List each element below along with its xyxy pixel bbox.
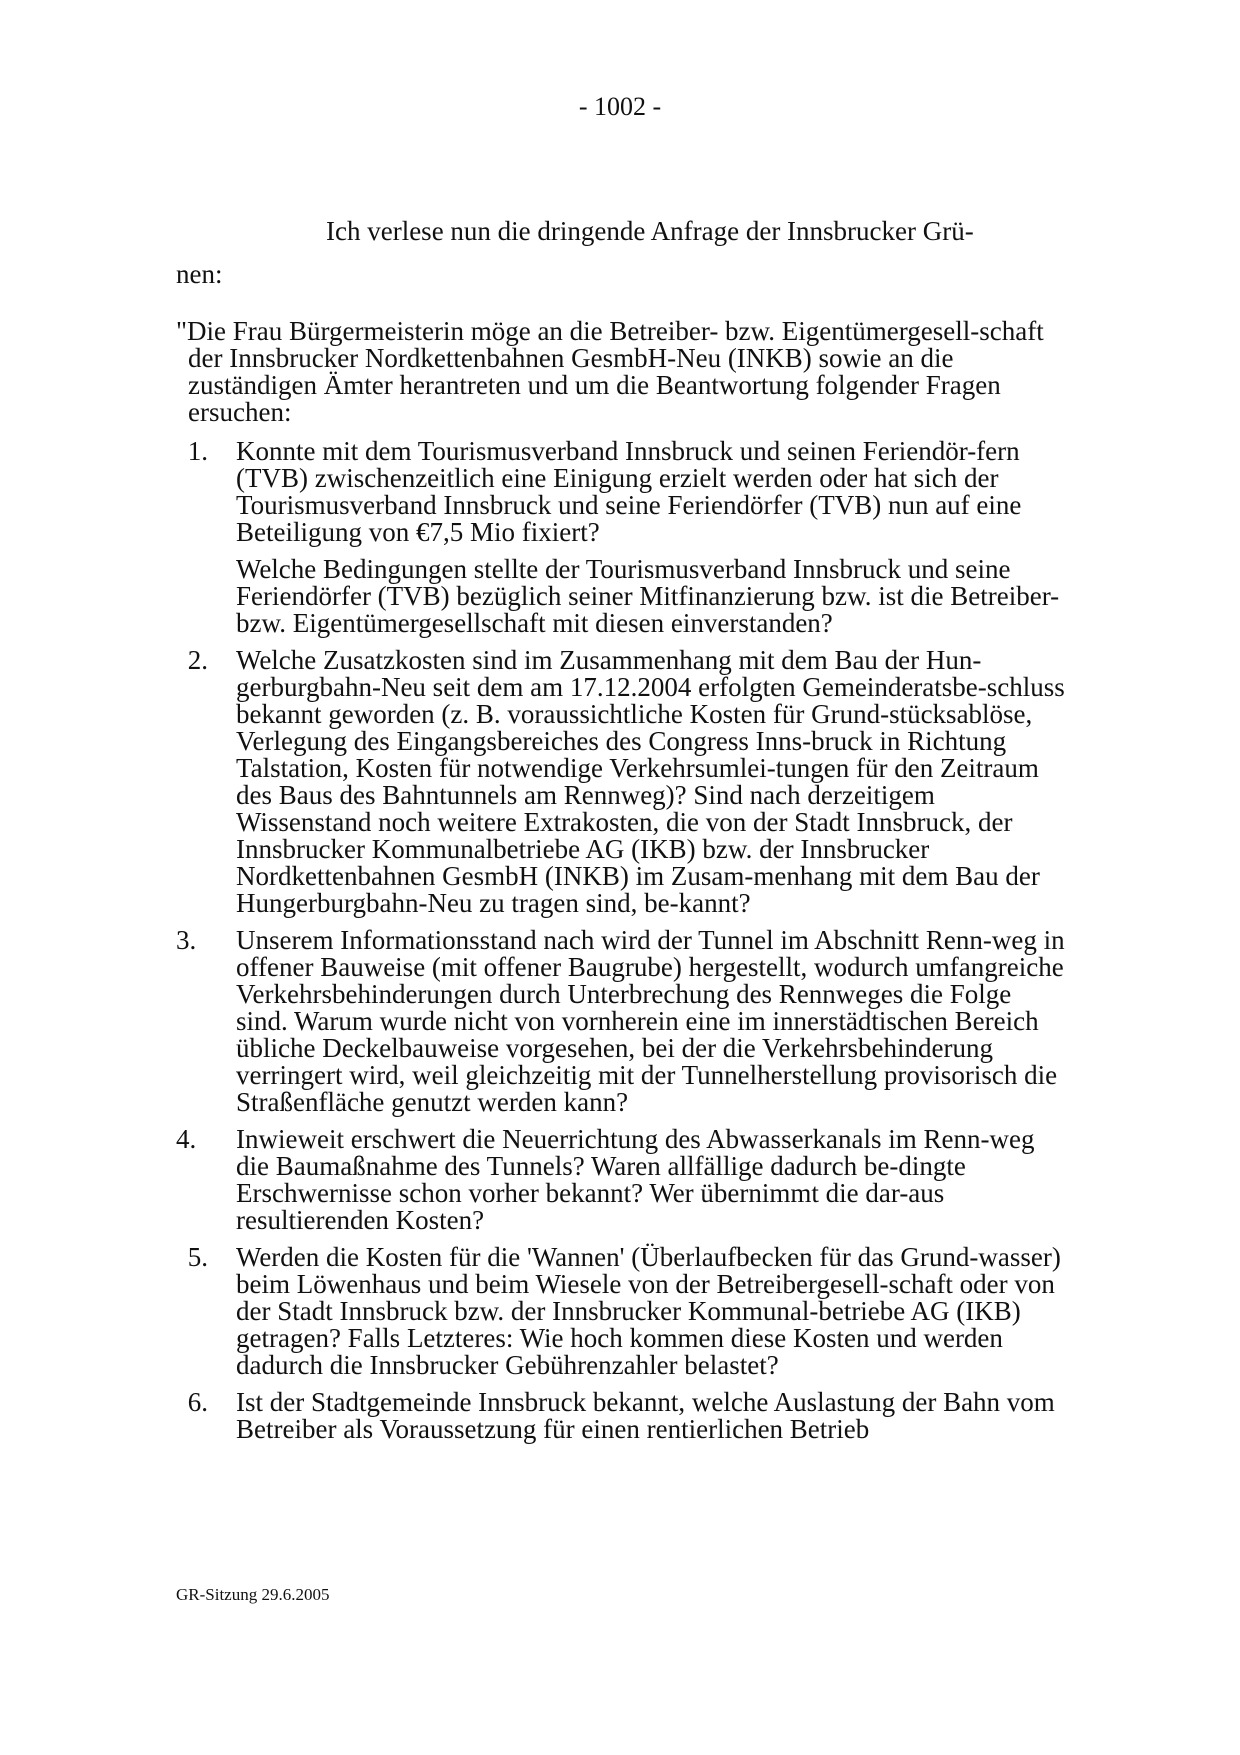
question-4 [176,1126,1066,1234]
question-text-continued: Welche Bedingungen stellte der Tourismusverband Innsbruck und seine Feriendörfer (TVB) bezüglich seiner Mitfinanzierung bzw. ist die Betreiber- bzw. Eigentümergesellschaft mit diesen einverstanden? [236,554,1060,638]
question-text: Konnte mit dem Tourismusverband Innsbruck und seinen Feriendör-fern (TVB) zwischenzeitlich eine Einigung erzielt werden oder hat sich der Tourismusverband Innsbruck und seine Feriendörfer (TVB) nun auf eine Beteiligung von €7,5 Mio fixiert? [236,436,1022,547]
question-number: 4. [176,1124,197,1154]
question-number: 6. [187,1387,208,1417]
question-number: 1. [187,436,208,466]
page-number: - 1002 - [578,92,662,121]
footer-session-date: GR-Sitzung 29.6.2005 [176,1585,330,1604]
question-text: Inwieweit erschwert die Neuerrichtung des Abwasserkanals im Renn-weg die Baumaßnahme des Tunnels? Waren allfällige dadurch be-dingte Erschwernisse schon vorher bekannt? Wer übernimmt die dar-aus resultierenden Kosten? [236,1124,1035,1235]
request-lead: "Die Frau Bürgermeisterin möge an die Betreiber- bzw. Eigentümergesell-schaft der Innsbrucker Nordkettenbahnen GesmbH-Neu (INKB) sowie an die zuständigen Ämter herantreten und um die Beantwortung folgender Fragen ersuchen: [176,316,1044,427]
question-text: Ist der Stadtgemeinde Innsbruck bekannt, welche Auslastung der Bahn vom Betreiber als Voraussetzung für einen rentierlichen Betrieb [236,1387,1055,1444]
intro-line-1: Ich verlese nun die dringende Anfrage der Innsbrucker Grü- [326,216,974,246]
question-5 [176,1244,1066,1379]
question-1 [176,438,1066,637]
question-2 [176,647,1066,917]
question-text: Unserem Informationsstand nach wird der Tunnel im Abschnitt Renn-weg in offener Bauweise (mit offener Baugrube) hergestellt, wodurch umfangreiche Verkehrsbehinderungen durch Unterbrechung des Rennweges die Folge sind. Warum wurde nicht von vornherein eine im innerstädtischen Bereich übliche Deckelbauweise vorgesehen, bei der die Verkehrsbehinderung verringert wird, weil gleichzeitig mit der Tunnelherstellung provisorisch die Straßenfläche genutzt werden kann? [236,925,1065,1117]
question-number: 3. [176,925,197,955]
question-6 [176,1389,1066,1443]
request-block [176,318,1066,1453]
question-text: Welche Zusatzkosten sind im Zusammenhang mit dem Bau der Hun-gerburgbahn-Neu seit dem am 17.12.2004 erfolgten Gemeinderatsbe-schluss bekannt geworden (z. B. voraussichtliche Kosten für Grund-stücksablöse, Verlegung des Eingangsbereiches des Congress Inns-bruck in Richtung Talstation, Kosten für notwendige Verkehrsumlei-tungen für den Zeitraum des Baus des Bahntunnels am Rennweg)? Sind nach derzeitigem Wissenstand noch weitere Extrakosten, die von der Stadt Innsbruck, der Innsbrucker Kommunalbetriebe AG (IKB) bzw. der Innsbrucker Nordkettenbahnen GesmbH (INKB) im Zusam-menhang mit dem Bau der Hungerburgbahn-Neu zu tragen sind, be-kannt? [236,645,1065,918]
question-number: 5. [187,1242,208,1272]
question-text: Werden die Kosten für die 'Wannen' (Überlaufbecken für das Grund-wasser) beim Löwenhaus und beim Wiesele von der Betreibergesell-schaft oder von der Stadt Innsbruck bzw. der Innsbrucker Kommunal-betriebe AG (IKB) getragen? Falls Letzteres: Wie hoch kommen diese Kosten und werden dadurch die Innsbrucker Gebührenzahler belastet? [236,1242,1061,1380]
intro-line-2: nen: [176,259,223,289]
question-3 [176,927,1066,1116]
intro-paragraph [176,210,1036,296]
question-number: 2. [187,645,208,675]
